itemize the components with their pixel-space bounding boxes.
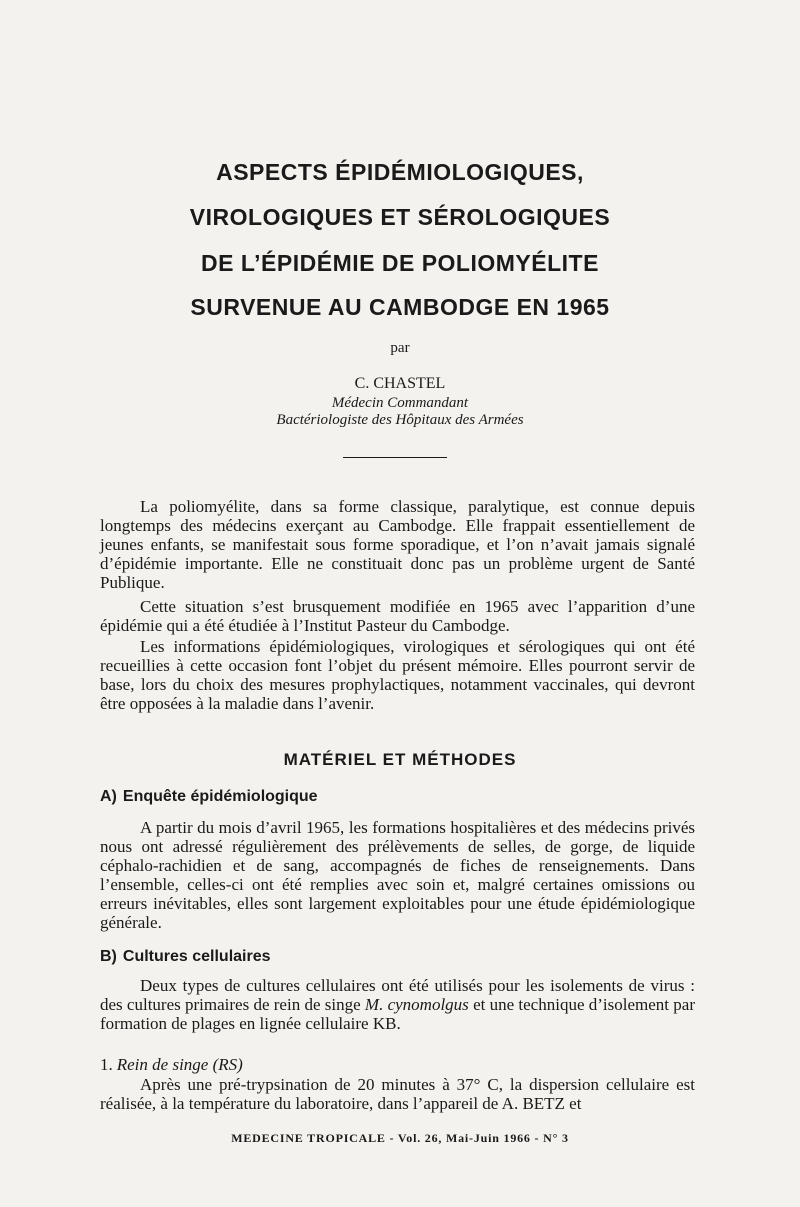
section-b-text-1: Deux types de cultures cellulaires ont été utilisés pour les isolements de virus : des cultures primaires de rein de singe — [100, 976, 695, 1014]
author-name: C. CHASTEL — [354, 375, 446, 392]
section-b-text-2: et une technique d’isolement par formation de plages en lignée cellulaire KB. — [100, 995, 695, 1033]
title-line-3: DE L’ÉPIDÉMIE DE POLIOMYÉLITE — [201, 250, 599, 276]
intro-paragraph-1: La poliomyélite, dans sa forme classique, paralytique, est connue depuis longtemps des médecins exerçant au Cambodge. Elle frappait essentiellement de jeunes enfants, se manifestait sous forme sporadique, et l’on n’avait jamais signalé d’épidémie importante. Elle ne constituait donc pas un problème urgent de Santé Publique. — [100, 497, 695, 592]
subheading-a — [100, 788, 318, 806]
section-b-paragraph — [100, 976, 695, 1033]
subheading-b — [100, 948, 271, 966]
subheading-1 — [100, 1055, 243, 1075]
byline: par — [390, 340, 410, 356]
title-line-4: SURVENUE AU CAMBODGE EN 1965 — [190, 294, 610, 320]
intro-paragraph-2: Cette situation s’est brusquement modifiée en 1965 avec l’apparition d’une épidémie qui a été étudiée à l’Institut Pasteur du Cambodge. — [100, 597, 695, 635]
subheading-b-letter: B) — [100, 948, 117, 965]
title-line-1: ASPECTS ÉPIDÉMIOLOGIQUES, — [216, 159, 584, 185]
section-1-paragraph: Après une pré-trypsination de 20 minutes à 37° C, la dispersion cellulaire est réalisée, à la température du laboratoire, dans l’appareil de A. BETZ et — [100, 1075, 695, 1113]
subheading-b-title: Cultures cellulaires — [122, 948, 271, 965]
author-role-1: Médecin Commandant — [331, 395, 469, 411]
journal-footer: MEDECINE TROPICALE - Vol. 26, Mai-Juin 1966 - N° 3 — [231, 1131, 569, 1145]
author-role-2: Bactériologiste des Hôpitaux des Armées — [276, 412, 524, 428]
section-heading: MATÉRIEL ET MÉTHODES — [283, 750, 517, 769]
species-name: M. cynomolgus — [364, 995, 469, 1014]
intro-paragraph-3: Les informations épidémiologiques, virologiques et sérologiques qui ont été recueillies à cette occasion font l’objet du présent mémoire. Elles pourront servir de base, lors du choix des mesures prophylactiques, notamment vaccinales, qui devront être opposées à la maladie dans l’avenir. — [100, 637, 695, 713]
title-line-2: VIROLOGIQUES ET SÉROLOGIQUES — [189, 204, 611, 230]
subheading-a-title: Enquête épidémiologique — [122, 788, 318, 805]
subheading-1-title: Rein de singe (RS) — [116, 1055, 243, 1074]
section-a-paragraph: A partir du mois d’avril 1965, les formations hospitalières et des médecins privés nous ont adressé régulièrement des prélèvements de selles, de gorge, de liquide céphalo-rachidien et de sang, accompagnés de fiches de renseignements. Dans l’ensemble, celles-ci ont été remplies avec soin et, malgré certaines omissions ou erreurs inévitables, elles sont largement exploitables pour une étude épidémiologique générale. — [100, 818, 695, 932]
separator-rule — [343, 457, 447, 458]
subheading-1-number: 1. — [100, 1055, 113, 1074]
subheading-a-letter: A) — [100, 788, 117, 805]
